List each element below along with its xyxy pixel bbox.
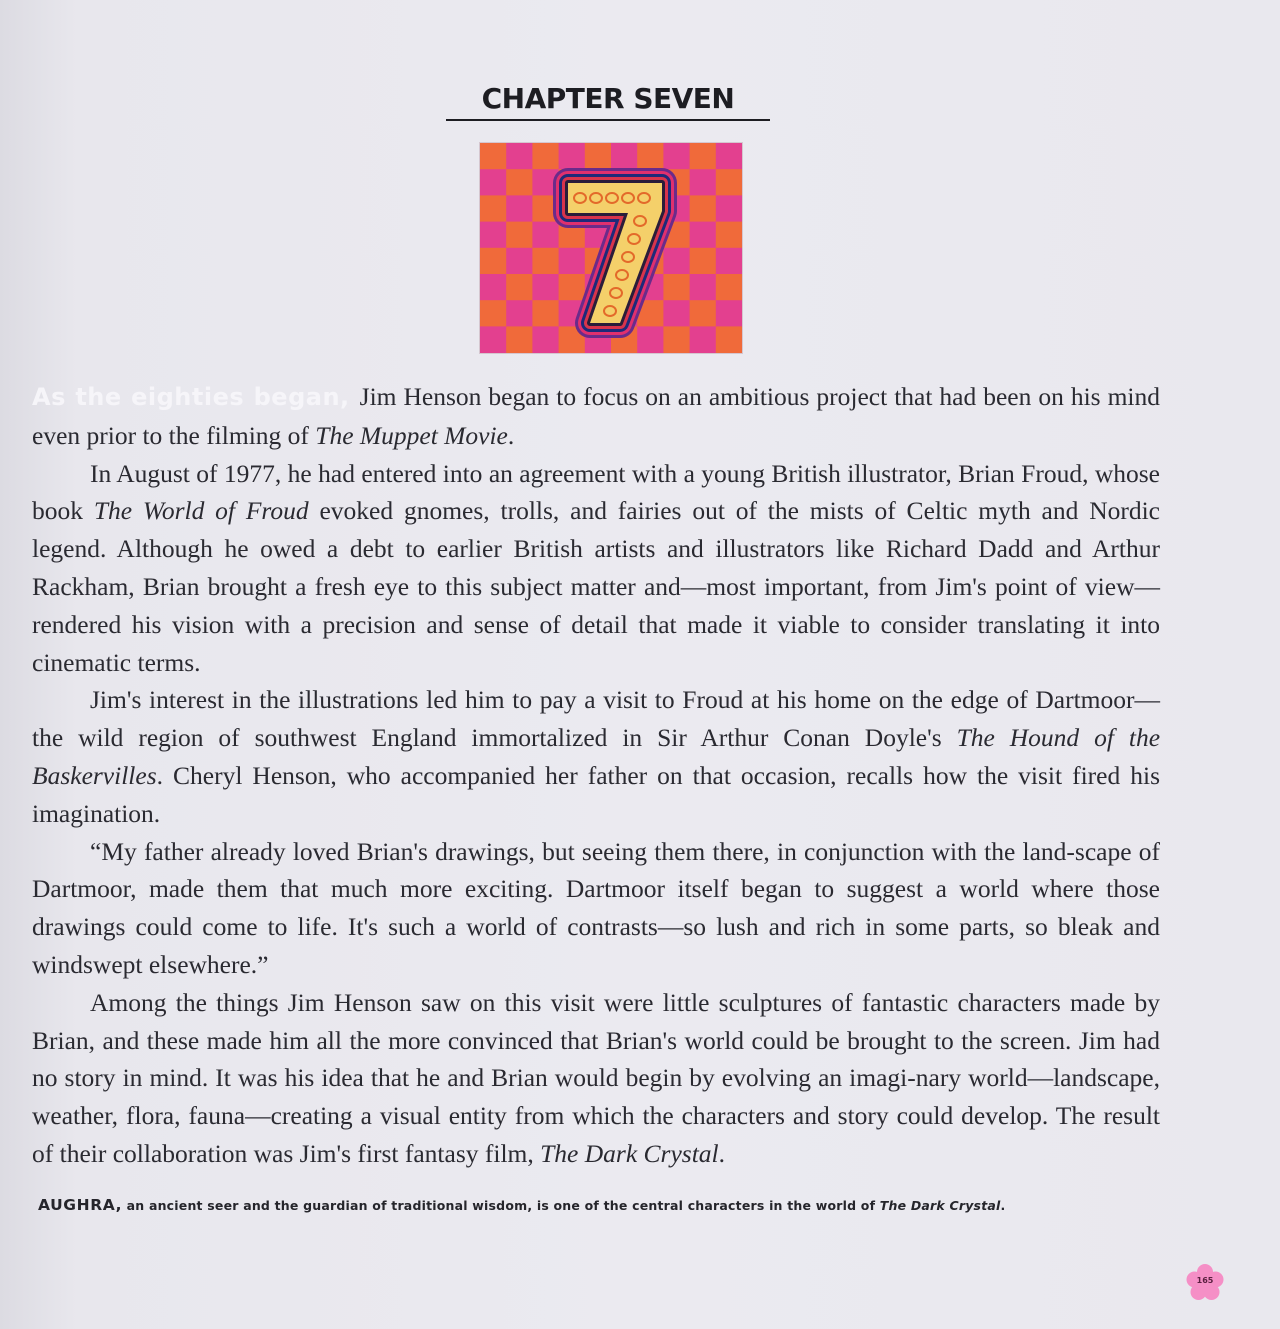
paragraph-1-text-a: Jim Henson began to focus on an ambitious project that had been on his mind even prior to the filming of [32, 382, 1160, 450]
chapter-heading: CHAPTER SEVEN [446, 82, 770, 121]
figure-caption [38, 1196, 1178, 1214]
paragraph-2 [32, 455, 1160, 682]
paragraph-5-text-a: Among the things Jim Henson saw on this visit were little sculptures of fantastic characters made by Brian, and these made him all the more convinced that Brian's world could be brought to the screen. Jim had no story in mind. It was his idea that he and Brian would begin by evolving an imagi-nary world—landscape, weather, flora, fauna—creating a visual entity from which the characters and story could develop. The result of their collaboration was Jim's first fantasy film, [32, 987, 1160, 1168]
paragraph-3 [32, 681, 1160, 832]
chapter-body [32, 378, 1160, 1173]
paragraph-1-text-b: . [507, 420, 515, 450]
paragraph-5-title: The Dark Crystal [540, 1138, 719, 1168]
checkerboard-seven-icon [480, 143, 742, 353]
paragraph-4: “My father already loved Brian's drawings, but seeing them there, in conjunction with the land-scape of Dartmoor, made them that much more exciting. Dartmoor itself began to suggest a world where those drawings could come to life. It's such a world of contrasts—so lush and rich in some parts, so bleak and windswept elsewhere.” [32, 836, 1160, 979]
caption-title: The Dark Crystal [879, 1198, 1001, 1213]
lead-in-text: As the eighties began, [32, 383, 350, 411]
paragraph-3-text-a: Jim's interest in the illustrations led him to pay a visit to Froud at his home on the edge of Dartmoor—the wild region of southwest England immortalized in Sir Arthur Conan Doyle's [32, 685, 1160, 753]
paragraph-2-text-b: evoked gnomes, trolls, and fairies out of the mists of Celtic myth and Nordic legend. Although he owed a debt to earlier British artists and illustrators like Richard Dadd and Arthur Rackham, Brian brought a fresh eye to this subject matter and—most important, from Jim's point of view—rendered his vision with a precision and sense of detail that made it viable to consider translating it into cinematic terms. [32, 496, 1161, 677]
caption-name: AUGHRA, [38, 1196, 123, 1214]
paragraph-3-text-b: . Cheryl Henson, who accompanied her father on that occasion, recalls how the visit fired his imagination. [32, 760, 1160, 828]
paragraph-2-text-a: In August of 1977, he had entered into an agreement with a young British illustrator, Brian Froud, whose book [32, 458, 1160, 526]
paragraph-1-title: The Muppet Movie [315, 420, 508, 450]
paragraph-5-text-b: . [718, 1138, 725, 1168]
paragraph-3-title: The Hound of the Baskervilles [32, 723, 1161, 790]
numeral-seven-illustration [480, 143, 742, 353]
paragraph-2-title: The World of Froud [93, 496, 309, 526]
paragraph-5 [32, 984, 1160, 1173]
caption-text: an ancient seer and the guardian of traditional wisdom, is one of the central characters in the world of [122, 1198, 880, 1213]
page-number: 165 [1196, 1276, 1214, 1285]
caption-end: . [1000, 1198, 1006, 1213]
paragraph-1 [32, 378, 1160, 455]
page-folio [1185, 1263, 1225, 1303]
